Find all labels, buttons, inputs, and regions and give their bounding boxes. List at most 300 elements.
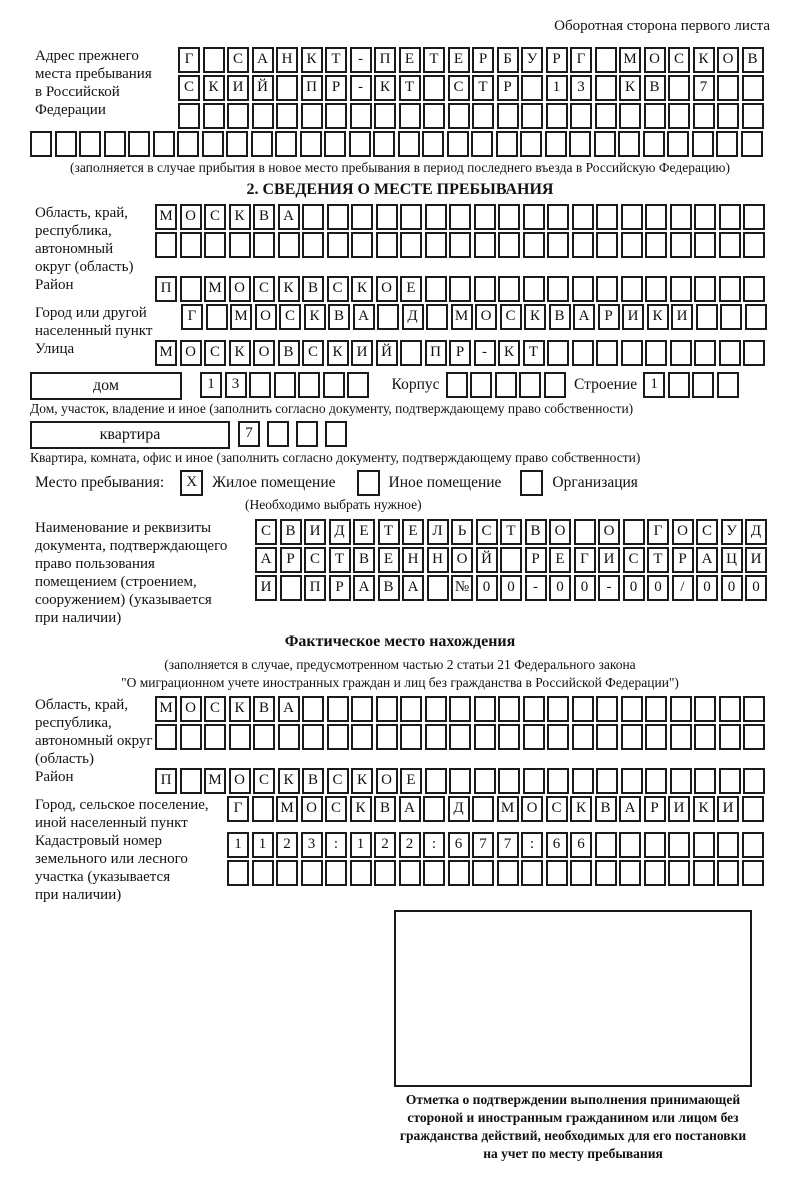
char-cell [349,131,371,157]
char-cell [276,103,298,129]
char-cell [447,131,469,157]
region-row-2 [155,232,768,258]
prev-address-row-1 [178,47,766,73]
char-cell [474,276,496,302]
actual-region-label [30,696,155,768]
char-cell: К [351,276,373,302]
char-cell: У [721,519,743,545]
char-cell [55,131,77,157]
char-cell: О [451,547,473,573]
char-cell: А [399,796,421,822]
char-cell: А [353,304,375,330]
char-cell [619,832,641,858]
char-cell [644,860,666,886]
char-cell [351,696,373,722]
char-cell: Г [574,547,596,573]
char-cell: 0 [500,575,522,601]
char-cell [296,421,318,447]
char-cell: И [717,796,739,822]
char-cell: А [252,47,274,73]
char-cell: А [696,547,718,573]
place-type-label: Место пребывания: [35,474,165,491]
prev-address-row-3 [178,103,766,129]
char-cell [376,232,398,258]
char-cell [572,340,594,366]
char-cell: М [155,204,177,230]
char-cell: Д [402,304,424,330]
char-cell [719,232,741,258]
char-cell [79,131,101,157]
actual-region-block [30,696,770,768]
stroenie-grid [643,372,741,398]
char-cell: С [253,768,275,794]
char-cell: 0 [549,575,571,601]
char-cell [278,724,300,750]
char-cell [448,860,470,886]
char-cell [645,204,667,230]
char-cell [696,304,718,330]
street-grid [155,340,768,366]
char-cell [327,724,349,750]
char-cell: 3 [570,75,592,101]
char-cell: 3 [225,372,247,398]
char-cell [523,276,545,302]
char-cell: О [717,47,739,73]
char-cell: К [619,75,641,101]
char-cell: В [525,519,547,545]
char-cell: О [475,304,497,330]
doc-row-1 [255,519,770,545]
char-cell [645,768,667,794]
doc-row-2 [255,547,770,573]
actual-location-title: Фактическое место нахождения [284,633,516,650]
char-cell [425,232,447,258]
char-cell [547,276,569,302]
char-cell [717,103,739,129]
char-cell: М [155,696,177,722]
region-grid [155,204,768,260]
char-cell [472,860,494,886]
char-cell: А [278,696,300,722]
char-cell [621,768,643,794]
char-cell: Р [546,47,568,73]
char-cell [521,860,543,886]
char-cell [474,696,496,722]
char-cell [301,103,323,129]
char-cell [544,372,566,398]
char-cell [523,232,545,258]
char-cell: Р [644,796,666,822]
stroenie-label: Строение [574,376,638,393]
label-line: Область, край, [35,697,129,713]
char-cell: И [255,575,277,601]
char-cell: 2 [399,832,421,858]
char-cell [743,696,765,722]
char-cell: С [500,304,522,330]
place-type-row [30,470,770,496]
char-cell [572,724,594,750]
char-cell [426,304,448,330]
label-line: при наличии) [35,887,122,903]
char-cell [644,103,666,129]
char-cell [645,340,667,366]
char-cell [645,724,667,750]
char-cell [694,768,716,794]
label-line: Наименование и реквизиты [35,520,212,536]
char-cell [374,860,396,886]
actual-city-grid [227,796,766,822]
char-cell [500,547,522,573]
char-cell: М [451,304,473,330]
char-cell: С [302,340,324,366]
char-cell: 1 [252,832,274,858]
label-line: документа, подтверждающего [35,538,228,554]
char-cell: О [549,519,571,545]
char-cell: К [647,304,669,330]
char-cell: А [573,304,595,330]
char-cell: Т [325,47,347,73]
char-cell [229,724,251,750]
char-cell [155,232,177,258]
char-cell [448,103,470,129]
char-cell [694,340,716,366]
char-cell: М [230,304,252,330]
city-block [30,304,770,340]
char-cell [694,232,716,258]
char-cell [274,372,296,398]
char-cell: Р [598,304,620,330]
char-cell: О [672,519,694,545]
char-cell [742,75,764,101]
char-cell: М [497,796,519,822]
korpus-label: Корпус [391,376,440,393]
char-cell: Й [376,340,398,366]
char-cell: С [279,304,301,330]
char-cell: С [668,47,690,73]
char-cell [425,724,447,750]
char-cell: 2 [276,832,298,858]
char-cell [350,103,372,129]
char-cell: В [302,768,324,794]
char-cell: 6 [546,832,568,858]
char-cell: 0 [721,575,743,601]
char-cell [327,232,349,258]
char-cell: 7 [497,832,519,858]
char-cell: В [353,547,375,573]
char-cell: Р [329,575,351,601]
char-cell [520,131,542,157]
char-cell: 0 [696,575,718,601]
char-cell [693,103,715,129]
char-cell [374,103,396,129]
char-cell [498,232,520,258]
char-cell [572,768,594,794]
char-cell [619,103,641,129]
char-cell [523,768,545,794]
char-cell [275,131,297,157]
char-cell [645,232,667,258]
char-cell [399,103,421,129]
label-line: в Российской [35,84,120,100]
char-cell: 7 [693,75,715,101]
char-cell [742,860,764,886]
char-cell: О [644,47,666,73]
char-cell [595,103,617,129]
doc-row-3 [255,575,770,601]
char-cell [373,131,395,157]
label-line: округ (область) [35,259,134,275]
char-cell [569,131,591,157]
char-cell: К [203,75,225,101]
district-label: Район [35,277,74,293]
char-cell: В [253,204,275,230]
char-cell [267,421,289,447]
label-line: Город или другой [35,305,147,321]
char-cell [547,204,569,230]
char-cell [280,575,302,601]
char-cell [523,696,545,722]
city-label [30,304,181,340]
char-cell: 1 [643,372,665,398]
char-cell: 0 [647,575,669,601]
char-cell [595,47,617,73]
option-label-other-premises: Иное помещение [388,474,502,491]
char-cell [743,724,765,750]
char-cell: К [498,340,520,366]
char-cell: О [598,519,620,545]
char-cell: Й [476,547,498,573]
char-cell [226,131,248,157]
char-cell [742,832,764,858]
char-cell: 1 [200,372,222,398]
char-cell [547,340,569,366]
char-cell [717,75,739,101]
char-cell: С [253,276,275,302]
checkbox-organization[interactable] [520,470,543,496]
char-cell [572,204,594,230]
char-cell [302,724,324,750]
char-cell: В [253,696,275,722]
char-cell: Б [497,47,519,73]
char-cell: И [668,796,690,822]
char-cell [300,131,322,157]
char-cell: Т [329,547,351,573]
char-cell [574,519,596,545]
checkbox-residential[interactable]: X [180,470,203,496]
actual-location-caption [30,656,770,692]
char-cell: 6 [570,832,592,858]
char-cell: К [374,75,396,101]
region-block [30,204,770,276]
char-cell: Л [427,519,449,545]
char-cell [203,47,225,73]
char-cell: К [229,696,251,722]
char-cell: С [204,696,226,722]
char-cell [423,796,445,822]
char-cell [523,204,545,230]
house-number-grid [200,372,372,398]
char-cell [693,832,715,858]
char-cell: Р [672,547,694,573]
cadastral-row-1 [227,832,766,858]
char-cell: Г [647,519,669,545]
char-cell [449,768,471,794]
prev-address-caption: (заполняется в случае прибытия в новое место пребывания в период последнего въезда в Российскую Федерацию) [69,160,731,175]
char-cell [595,860,617,886]
stamp-caption [343,1091,800,1163]
char-cell [302,232,324,258]
street-label: Улица [35,341,75,357]
char-cell: И [622,304,644,330]
char-cell [521,103,543,129]
char-cell [693,860,715,886]
char-cell: И [745,547,767,573]
char-cell [474,204,496,230]
label-line: Кадастровый номер [35,833,162,849]
char-cell [202,131,224,157]
char-cell: Д [329,519,351,545]
char-cell [741,131,763,157]
char-cell: Г [570,47,592,73]
char-cell [206,304,228,330]
char-cell: О [229,276,251,302]
char-cell [252,796,274,822]
char-cell: К [693,47,715,73]
char-cell: С [204,340,226,366]
label-line: сооружением) (указывается [35,592,212,608]
char-cell: Е [400,768,422,794]
char-cell [180,724,202,750]
char-cell: Ь [451,519,473,545]
char-cell [621,696,643,722]
char-cell [347,372,369,398]
char-cell [546,860,568,886]
char-cell [423,860,445,886]
char-cell [594,131,616,157]
char-cell [644,832,666,858]
char-cell: П [425,340,447,366]
char-cell [523,724,545,750]
char-cell: К [524,304,546,330]
char-cell: 7 [238,421,260,447]
char-cell: С [476,519,498,545]
char-cell [376,696,398,722]
prev-address-section [30,47,770,131]
char-cell: В [278,340,300,366]
char-cell [498,696,520,722]
cadastral-grid [227,832,766,888]
char-cell: 6 [448,832,470,858]
prev-address-grid [178,47,766,131]
char-cell [743,276,765,302]
label-line: при наличии) [35,610,122,626]
char-cell [668,75,690,101]
char-cell [425,204,447,230]
char-cell: К [278,276,300,302]
char-cell [425,768,447,794]
cadastral-row-2 [227,860,766,886]
char-cell [719,340,741,366]
char-cell [670,276,692,302]
char-cell [621,232,643,258]
char-cell: Н [427,547,449,573]
char-cell [400,724,422,750]
char-cell: С [327,768,349,794]
label-line: автономный округ [35,733,153,749]
char-cell [596,204,618,230]
char-cell [670,204,692,230]
char-cell [719,768,741,794]
label-line: стороной и иностранным гражданином или лицом без [407,1110,739,1125]
char-cell [547,232,569,258]
char-cell [496,131,518,157]
char-cell: Т [523,340,545,366]
char-cell: Д [448,796,470,822]
char-cell: М [619,47,641,73]
char-cell [495,372,517,398]
char-cell [474,724,496,750]
char-cell [742,796,764,822]
char-cell [547,724,569,750]
char-cell: С [623,547,645,573]
actual-district-block [30,768,770,796]
char-cell [643,131,665,157]
char-cell [670,696,692,722]
char-cell [743,204,765,230]
char-cell [692,372,714,398]
char-cell: Й [252,75,274,101]
char-cell [399,860,421,886]
option-label-residential: Жилое помещение [212,474,336,491]
char-cell: П [155,276,177,302]
label-line: (заполняется в случае, предусмотренном частью 2 статьи 21 Федерального закона [164,657,636,672]
char-cell [498,276,520,302]
char-cell [400,204,422,230]
char-cell: О [301,796,323,822]
char-cell: 1 [546,75,568,101]
char-cell: О [180,340,202,366]
char-cell: 2 [374,832,396,858]
house-row [30,372,770,400]
char-cell [472,796,494,822]
region-row-1 [155,204,768,230]
label-line: гражданства действий, необходимых для его постановки [399,1128,747,1143]
char-cell [325,421,347,447]
char-cell [471,131,493,157]
char-cell [449,232,471,258]
char-cell: С [304,547,326,573]
char-cell: Н [402,547,424,573]
char-cell: А [619,796,641,822]
char-cell: Т [500,519,522,545]
char-cell: 3 [301,832,323,858]
char-cell [400,232,422,258]
label-line: "О миграционном учете иностранных граждан и лиц без гражданства в Российской Федерации") [121,675,679,690]
char-cell: Т [399,75,421,101]
label-line: земельного или лесного [35,851,188,867]
label-line: право пользования [35,556,155,572]
char-cell: В [549,304,571,330]
char-cell: О [255,304,277,330]
actual-city-label [30,796,227,832]
char-cell: В [378,575,400,601]
char-cell: Д [745,519,767,545]
label-line: на учет по месту пребывания [483,1146,663,1161]
checkbox-other-premises[interactable] [357,470,380,496]
char-cell: С [227,47,249,73]
char-cell [177,131,199,157]
prev-address-label [30,47,178,119]
